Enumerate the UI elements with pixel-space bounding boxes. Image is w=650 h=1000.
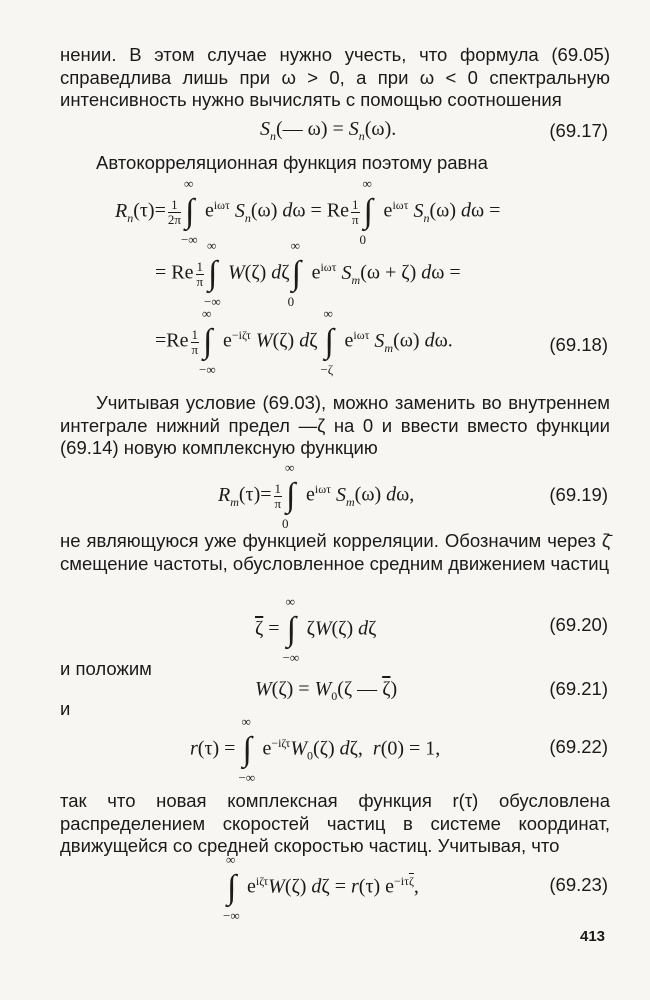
equation-69-18-line-2: = Re $\frac{1}{\pi}$ ∞ ∫ −∞ W(ζ) dζ ∞ ∫ 0 $e^{i\omega\tau}$ $S_m(\omega + \zeta) d\omega$ = [155, 238, 461, 309]
equation-69-21-body: $W(\zeta) = W_0(\zeta$ — $\overline{\zeta}$) [255, 678, 398, 703]
equation-69-20 [60, 594, 610, 665]
paragraph-1: нении. В этом случае нужно учесть, что формула (69.05) справедлива лишь при ω > 0, а при ω < 0 спектральную интенсивность нужно вычислять с помощью соотношения [60, 44, 610, 110]
paragraph-2: Автокорреляционная функция поэтому равна [96, 152, 488, 173]
label-and: и [60, 698, 71, 719]
equation-69-18-number: (69.18) [549, 334, 608, 355]
equation-69-17-number: (69.17) [549, 120, 608, 141]
equation-69-21-number: (69.21) [549, 678, 608, 699]
equation-69-20-body: $\overline{\zeta}$ = ∞ ∫ −∞ ζW(ζ) dζ [255, 594, 377, 665]
equation-69-19-body: $R_m(\tau)=$ $\frac{1}{\pi}$ ∞ ∫ 0 $e^{i\omega\tau}$ $S_m(\omega)$ dω, [218, 460, 415, 531]
equation-69-18-line-3: =Re $\frac{1}{\pi}$ ∞ ∫ −∞ $e^{-i\zeta\tau}$ W(ζ) dζ ∞ ∫ −ζ $e^{i\omega\tau}$ $S_m(\omega)$ dω. [155, 306, 453, 377]
equation-69-17-body: $S_n(—$ $\omega) = S_n(\omega)$. [260, 118, 397, 143]
label-and-set: и положим [60, 658, 152, 679]
equation-69-22 [60, 714, 610, 785]
equation-69-19-number: (69.19) [549, 484, 608, 505]
paragraph-3: Учитывая условие (69.03), можно заменить во внутреннем интеграле нижний предел —ζ на 0 и ввести вместо функции (69.14) новую комплексную функцию [60, 392, 610, 458]
equation-69-23-number: (69.23) [549, 874, 608, 895]
equation-69-19 [60, 460, 610, 531]
equation-69-18-line-1: $R_n(\tau)=$ $\frac{1}{2\pi}$ ∞ ∫ −∞ $e^{i\omega\tau}$ $S_n(\omega) d\omega = Re$ $\frac{1}{\pi}$ ∞ ∫ 0 $e^{i\omega\tau}$ $S_n(\omega) d\omega$ = [115, 176, 501, 247]
equation-69-17 [60, 114, 610, 148]
equation-69-22-number: (69.22) [549, 736, 608, 757]
paragraph-5: так что новая комплексная функция r(τ) обусловлена распределением скоростей частиц в системе координат, движущейся со средней скоростью частиц. Учитывая, что [60, 790, 610, 856]
equation-69-21 [60, 676, 610, 706]
equation-69-20-number: (69.20) [549, 614, 608, 635]
equation-69-18 [60, 176, 610, 382]
equation-69-23-body: ∞ ∫ −∞ $e^{i\zeta\tau}W(\zeta) d\zeta = r(\tau)$ $e^{-i\tau\overline{\zeta}}$, [223, 852, 419, 923]
page-number: 413 [580, 928, 606, 945]
equation-69-22-body: r(τ) = ∞ ∫ −∞ $e^{-i\zeta\tau}W_0(\zeta)$ dζ, r(0) = 1, [190, 714, 441, 785]
equation-69-23 [60, 852, 610, 923]
paragraph-4: не являющуюся уже функцией корреляции. Обозначим через ζ̄ смещение частоты, обусловленное средним движением частиц [60, 530, 610, 574]
